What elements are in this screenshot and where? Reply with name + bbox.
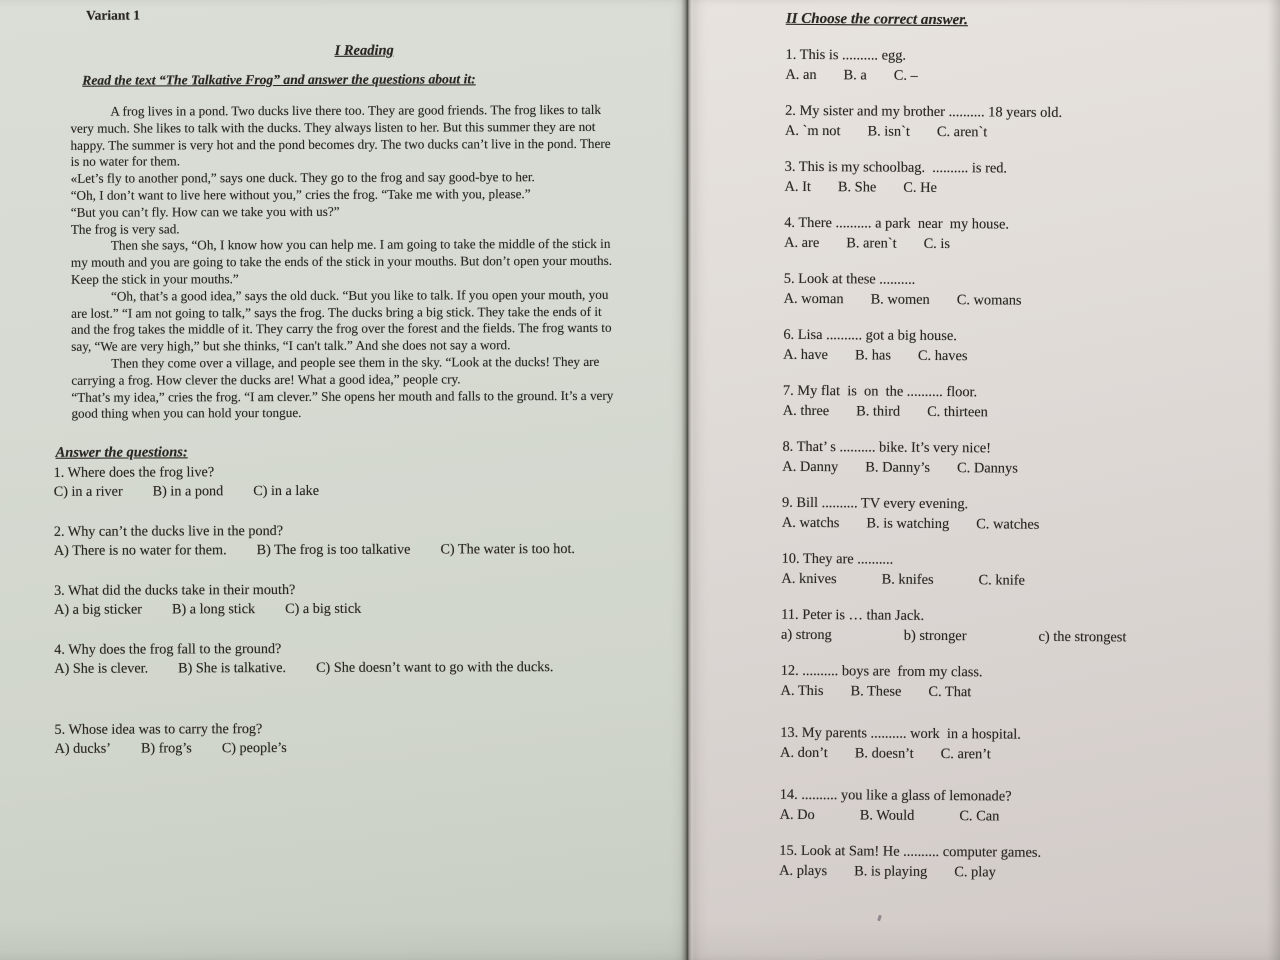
reading-question	[55, 719, 603, 759]
question-options	[784, 289, 1264, 312]
question-options	[784, 233, 1264, 256]
question-text: 15. Look at Sam! He .......... computer games.	[779, 842, 1042, 861]
option: A. three	[782, 402, 830, 419]
option: C. That	[928, 683, 972, 700]
question-text: 4. Why does the frog fall to the ground?	[54, 641, 282, 658]
option: A) ducks’	[54, 740, 111, 757]
option: B. isn`t	[867, 122, 910, 140]
question-text: 12. .......... boys are from my class.	[780, 662, 983, 681]
question-text: 3. This is my schoolbag. .......... is red.	[784, 158, 1008, 177]
grammar-question	[781, 606, 1261, 649]
question-options	[783, 401, 1263, 424]
option: B. women	[870, 290, 930, 308]
question-options	[779, 861, 1259, 884]
right-edge-shadow	[1268, 0, 1280, 960]
option: C. womans	[956, 291, 1022, 309]
option: c) the strongest	[1038, 628, 1127, 645]
right-page	[688, 0, 1280, 960]
grammar-question	[784, 214, 1264, 257]
question-text: 3. What did the ducks take in their mouth?	[54, 582, 296, 599]
question-text: 5. Look at these ..........	[783, 270, 916, 288]
option: C. aren’t	[940, 745, 991, 762]
question-options	[780, 805, 1260, 828]
option: B. aren`t	[846, 234, 897, 252]
question-text: 2. Why can’t the ducks live in the pond?	[53, 523, 284, 540]
question-text: 13. My parents .......... work in a hospital.	[780, 724, 1021, 743]
grammar-question	[783, 382, 1263, 425]
option: C. He	[903, 179, 937, 196]
question-text: 2. My sister and my brother .......... 18 years old.	[785, 102, 1063, 121]
reading-passage	[70, 102, 623, 423]
option: B. is watching	[866, 514, 950, 532]
question-options	[54, 658, 602, 679]
question-text: 9. Bill .......... TV every evening.	[781, 494, 969, 513]
question-options	[781, 569, 1261, 592]
option: B) frog’s	[140, 740, 192, 757]
question-options	[780, 681, 1260, 704]
grammar-question	[782, 438, 1262, 481]
question-text: 4. There .......... a park near my house.	[784, 214, 1010, 233]
question-options	[54, 540, 602, 561]
question-text: 6. Lisa .......... got a big house.	[783, 326, 957, 345]
option: C. is	[923, 235, 951, 252]
option: C) in a lake	[253, 483, 320, 500]
option: A. This	[780, 682, 824, 699]
option: B) She is talkative.	[178, 660, 287, 677]
option: A. `m not	[784, 122, 841, 139]
grammar-questions	[779, 46, 1266, 885]
question-options	[54, 599, 602, 620]
passage-paragraph: Then she says, “Oh, I know how you can help me. I am going to take the middle of the stick in my mouth and you are going to take the ends of the stick in your mouths. But don’t open your mouths. Keep the stick in your mouths.”	[70, 236, 613, 287]
passage-paragraph: The frog is very sad.	[70, 220, 180, 237]
option: A) She is clever.	[54, 660, 149, 677]
reading-section-title: I Reading	[334, 42, 394, 59]
grammar-question	[782, 494, 1262, 537]
grammar-question	[779, 842, 1259, 885]
reading-questions	[54, 462, 603, 759]
option: C. aren`t	[936, 123, 988, 140]
option: C. Can	[959, 807, 1000, 824]
passage-paragraph: «Let’s fly to another pond,” says one duck. They go to the frog and say good-bye to her.	[70, 169, 535, 186]
option: B) The frog is too talkative	[256, 541, 411, 559]
option: C) in a river	[53, 483, 123, 500]
question-text: 8. That’ s .......... bike. It’s very nice!	[782, 438, 992, 457]
question-options	[784, 177, 1264, 200]
grammar-question	[780, 662, 1260, 705]
question-options	[785, 65, 1265, 88]
question-text: 7. My flat is on the .......... floor.	[782, 382, 978, 401]
answer-questions-heading: Answer the questions:	[55, 444, 188, 461]
option: A. an	[785, 66, 817, 83]
question-options	[55, 738, 603, 759]
question-options	[785, 121, 1265, 144]
question-options	[781, 625, 1261, 648]
passage-paragraph: “That’s my idea,” cries the frog. “I am clever.” She opens her mouth and falls to the ground. It’s a very good thing when you can hold your tongue.	[71, 387, 614, 422]
option: A. watchs	[781, 514, 840, 531]
option: C. watches	[976, 515, 1040, 533]
grammar-question	[784, 270, 1264, 313]
passage-paragraph: “But you can’t fly. How can we take you with us?”	[70, 203, 340, 220]
reading-question	[54, 639, 602, 679]
option: C) people’s	[221, 740, 287, 757]
option: A. have	[783, 346, 829, 363]
option: C. –	[893, 67, 918, 84]
question-options	[782, 457, 1262, 480]
option: B. has	[854, 346, 892, 364]
option: A) a big sticker	[54, 601, 143, 618]
option: B. Would	[859, 806, 915, 824]
grammar-question	[784, 158, 1264, 201]
variant-label: Variant 1	[86, 7, 140, 23]
bottom-shadow	[0, 920, 1280, 960]
grammar-question	[785, 46, 1265, 89]
option: B) a long stick	[171, 601, 256, 618]
reading-instruction: Read the text “The Talkative Frog” and answer the questions about it:	[82, 71, 476, 88]
option: B. knifes	[881, 571, 934, 588]
option: A. woman	[783, 290, 844, 307]
grammar-question	[783, 326, 1263, 369]
passage-paragraph: A frog lives in a pond. Two ducks live there too. They are good friends. The frog likes to talk very much. She likes to talk with the ducks. They always listen to her. But this summer they are not happy. The summer is very hot and the pond becomes dry. The two ducks can’t live in the pond. There is no water for them.	[70, 101, 611, 170]
grammar-question	[785, 102, 1265, 145]
reading-question	[54, 462, 602, 502]
option: A) There is no water for them.	[53, 542, 227, 559]
option: B) in a pond	[152, 483, 224, 500]
option: a) strong	[780, 626, 832, 643]
option: A. knives	[781, 570, 837, 587]
option: b) stronger	[903, 627, 967, 644]
reading-question	[54, 580, 602, 620]
passage-paragraph: “Oh, I don’t want to live here without you,” cries the frog. “Take me with you, please.”	[70, 186, 531, 203]
reading-question	[54, 521, 602, 561]
option: B. third	[856, 402, 901, 420]
question-text: 11. Peter is … than Jack.	[781, 606, 925, 624]
option: C. knife	[978, 571, 1026, 589]
option: A. Danny	[782, 458, 839, 475]
grammar-question	[781, 550, 1261, 593]
option: B. doesn’t	[854, 744, 914, 762]
option: A. plays	[779, 862, 828, 879]
question-text: 10. They are ..........	[781, 550, 894, 568]
option: B. a	[843, 66, 867, 83]
option: B. She	[837, 178, 877, 195]
option: A. are	[784, 234, 820, 251]
question-options	[54, 481, 602, 502]
choose-section-title: II Choose the correct answer.	[785, 10, 969, 29]
question-text: 14. .......... you like a glass of lemonade?	[779, 786, 1012, 805]
question-text: 1. Where does the frog live?	[53, 464, 215, 481]
option: C) The water is too hot.	[440, 541, 575, 558]
option: A. It	[784, 178, 811, 195]
option: A. don’t	[780, 744, 828, 761]
question-options	[782, 513, 1262, 536]
option: C. haves	[917, 347, 968, 364]
question-text: 5. Whose idea was to carry the frog?	[54, 721, 263, 738]
question-options	[783, 345, 1263, 368]
page-fold	[681, 0, 695, 960]
option: B. Danny’s	[865, 458, 931, 476]
passage-paragraph: Then they come over a village, and people see them in the sky. “Look at the ducks! They are carrying a frog. How clever the ducks are! What a good idea,” people cry.	[71, 353, 600, 388]
grammar-question	[780, 786, 1260, 829]
option: C. thirteen	[927, 403, 988, 420]
option: B. These	[850, 682, 902, 700]
option: C) a big stick	[285, 600, 362, 618]
option: A. Do	[779, 806, 815, 823]
grammar-question	[780, 724, 1260, 767]
option: C. play	[954, 863, 996, 880]
option: B. is playing	[854, 862, 928, 880]
question-options	[780, 743, 1260, 766]
question-text: 1. This is .......... egg.	[785, 46, 907, 64]
option: C. Dannys	[957, 459, 1018, 477]
passage-paragraph: “Oh, that’s a good idea,” says the old duck. “But you like to talk. If you open your mouth, you are lost.” “I am not going to talk,” says the frog. The ducks bring a big stick. They take the ends of it and the frog takes the middle of it. They carry the frog over the forest and the fields. The frog wants to say, “We are very high,” but she thinks, “I can't talk.” And she does not say a word.	[71, 286, 612, 354]
option: C) She doesn’t want to go with the ducks.	[316, 659, 554, 677]
